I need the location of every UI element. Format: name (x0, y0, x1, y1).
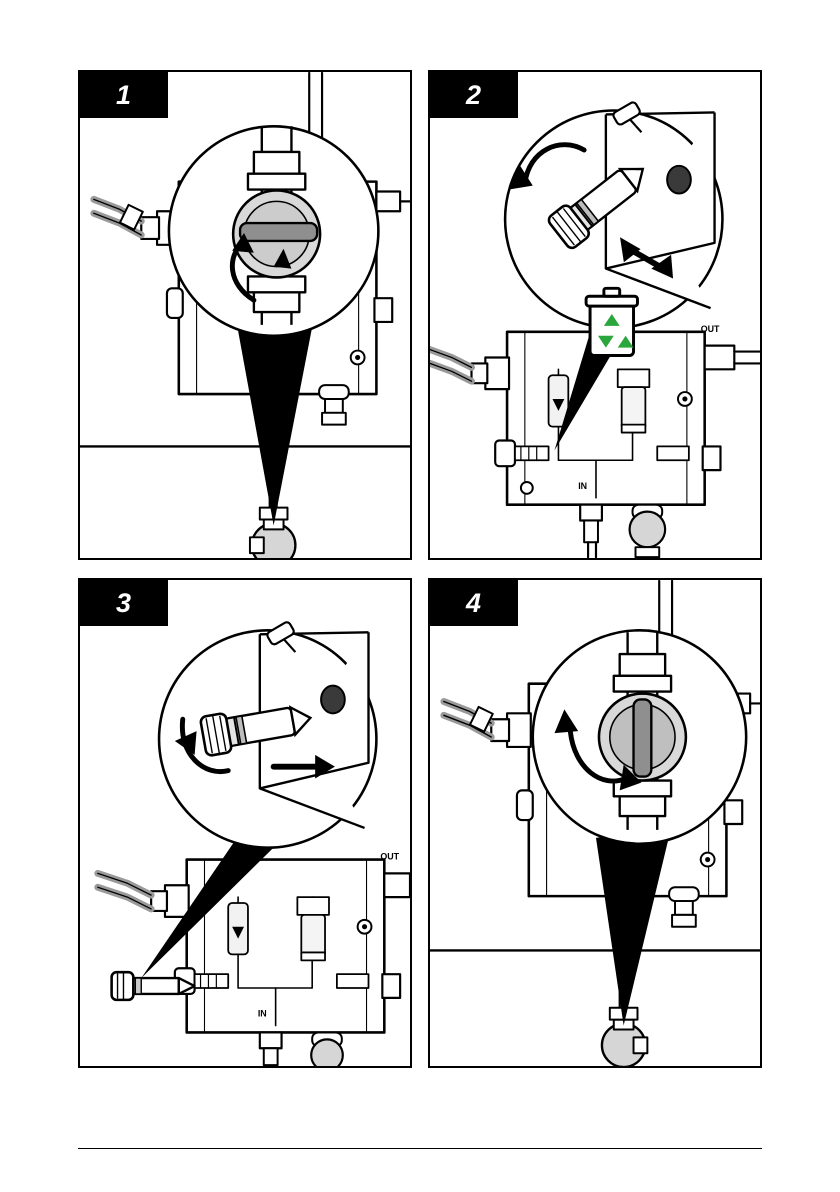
panel-3-out-label: OUT (380, 851, 400, 862)
footer-rule (78, 1148, 762, 1149)
step-number-4: 4 (430, 580, 518, 626)
panel-3-in-label: IN (257, 1008, 267, 1019)
panel-2-in-label: IN (578, 480, 588, 491)
panel-1-artwork (80, 72, 410, 558)
panel-2-artwork (430, 72, 760, 558)
step-number-1: 1 (80, 72, 168, 118)
panel-3-artwork (80, 580, 410, 1066)
recycle-bin-icon (586, 288, 637, 355)
panel-2-out-label: OUT (700, 323, 720, 334)
panel-1-zoom-cone (236, 320, 313, 526)
panel-step-3 (78, 578, 412, 1068)
panel-step-4 (428, 578, 762, 1068)
panel-step-2 (428, 70, 762, 560)
panel-4-detail-circle (533, 630, 746, 843)
panel-step-1 (78, 70, 412, 560)
panel-grid (78, 70, 762, 1072)
panel-1-detail-circle (169, 126, 378, 335)
panel-4-artwork (430, 580, 760, 1066)
panel-3-detail-circle (159, 621, 376, 848)
panel-4-zoom-cone (596, 828, 671, 1026)
step-number-2: 2 (430, 72, 518, 118)
step-number-3: 3 (80, 580, 168, 626)
panel-2-detail-circle (505, 101, 722, 355)
